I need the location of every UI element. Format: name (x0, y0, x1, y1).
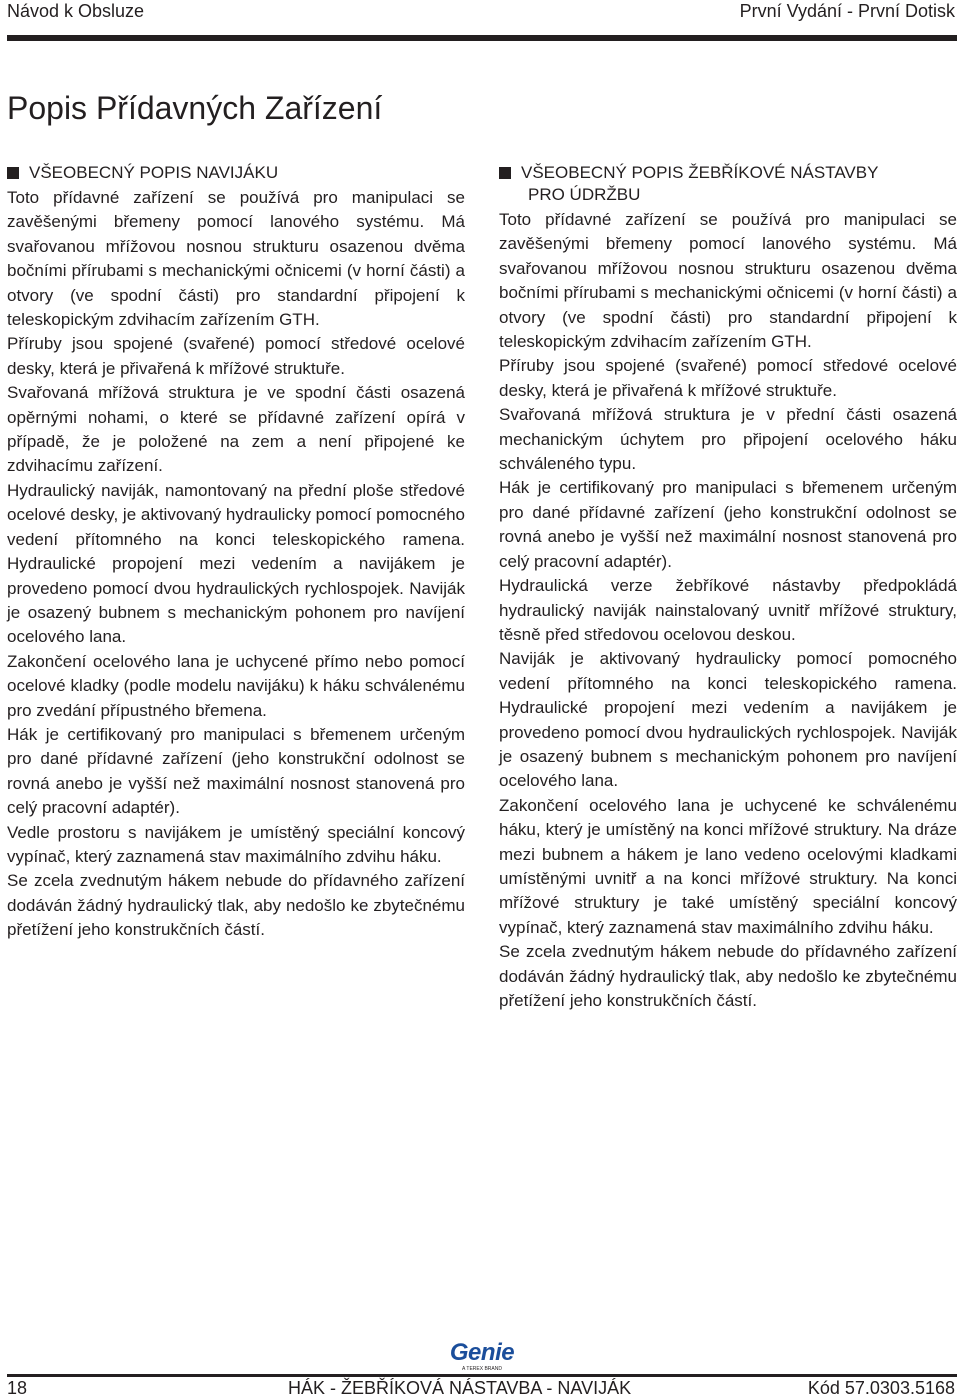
paragraph: Příruby jsou spojené (svařené) pomocí středové ocelové desky, která je přivařená k mřížové struktuře. (499, 356, 957, 400)
right-column (499, 162, 957, 1013)
page-number: 18 (7, 1378, 28, 1398)
genie-logo (444, 1340, 520, 1374)
paragraph: Toto přídavné zařízení se používá pro manipulaci se zavěšenými břemeny pomocí lanového systému. Má svařovanou mřížovou nosnou strukturu osazenou dvěma bočními přírubami s mechanickými očnicemi (v horní části) a otvory (ve spodní části) pro standardní připojení k teleskopickým zdvihacím zařízením GTH. (499, 210, 957, 352)
paragraph: Se zcela zvednutým hákem nebude do přídavného zařízení dodáván žádný hydraulický tlak, aby nedošlo ke zbytečnému přetížení jeho konstrukčních částí. (7, 871, 465, 940)
paragraph: Svařovaná mřížová struktura je v přední části osazená mechanickým úchytem pro připojení ocelového háku schváleného typu. (499, 405, 957, 474)
header-manual-title: Návod k Obsluze (7, 1, 145, 21)
paragraph: Hydraulický naviják, namontovaný na přední ploše středové ocelové desky, je aktivovaný hydraulicky pomocí pomocného vedení přítomného na konci teleskopického ramena. Hydraulické propojení mezi vedením a navijákem je provedeno pomocí dvou hydraulických rychlospojek. Naviják je osazený bubnem s mechanickým pohonem pro navíjení ocelového lana. (7, 480, 465, 647)
paragraph: Zakončení ocelového lana je uchycené ke schválenému háku, který je umístěný na konci mřížové struktury. Na dráze mezi bubnem a hákem je lano vedeno ocelovými kladkami umístěnými uvnitř a na konci mřížové struktury. Na konci mřížové struktury je také umístěný speciální koncový vypínač, který zaznamená stav maximálního zdvihu háku. (499, 795, 957, 937)
paragraph: Vedle prostoru s navijákem je umístěný speciální koncový vypínač, který zaznamená stav maximálního zdvihu háku. (7, 822, 465, 866)
section-heading-winch (7, 162, 465, 184)
paragraph: Zakončení ocelového lana je uchycené přímo nebo pomocí ocelové kladky (podle modelu navijáku) k háku schválenému pro zvedání přípustného břemena. (7, 651, 465, 720)
section-heading-ladder (499, 162, 957, 206)
logo-wordmark: Genie (449, 1339, 515, 1366)
paragraph: Naviják je aktivovaný hydraulicky pomocí pomocného vedení přítomného na konci teleskopického ramena. Hydraulické propojení mezi vedením a navijákem je provedeno pomocí dvou hydraulických rychlospojek. Naviják je osazený bubnem s mechanickým pohonem pro navíjení ocelového lana. (499, 649, 957, 791)
paragraph: Hák je certifikovaný pro manipulaci s břemenem určeným pro dané přídavné zařízení (jeho konstrukční odolnost se rovná anebo je vyšší než maximální nosnost stanovená pro celý pracovní adaptér). (499, 478, 957, 571)
page-title: Popis Přídavných Zařízení (7, 90, 383, 126)
paragraph: Svařovaná mřížová struktura je ve spodní části osazená opěrnými nohami, o které se přídavné zařízení opírá v případě, že je položené na zem a není připojené ke zdvihacímu zařízení. (7, 383, 465, 476)
paragraph: Se zcela zvednutým hákem nebude do přídavného zařízení dodáván žádný hydraulický tlak, aby nedošlo ke zbytečnému přetížení jeho konstrukčních částí. (499, 942, 957, 1010)
header-divider (7, 35, 957, 41)
section-heading-text: VŠEOBECNÝ POPIS NAVIJÁKU (29, 163, 279, 182)
header-edition: První Vydání - První Dotisk (739, 1, 955, 21)
paragraph: Hydraulická verze žebříkové nástavby předpokládá hydraulický naviják nainstalovaný uvnitř mřížové struktury, těsně před středovou ocelovou deskou. (499, 576, 957, 644)
square-bullet-icon (7, 167, 19, 179)
paragraph: Příruby jsou spojené (svařené) pomocí středové ocelové desky, která je přivařená k mřížové struktuře. (7, 334, 465, 378)
paragraph: Toto přídavné zařízení se používá pro manipulaci se zavěšenými břemeny pomocí lanového systému. Má svařovanou mřížovou nosnou strukturu osazenou dvěma bočními přírubami s mechanickými očnicemi (v horní části) a otvory (ve spodní části) pro standardní připojení k teleskopickým zdvihacím zařízením GTH. (7, 188, 465, 330)
logo-tagline: A TEREX BRAND (462, 1366, 502, 1372)
document-code: Kód 57.0303.5168 (807, 1378, 955, 1398)
section-heading-text: VŠEOBECNÝ POPIS ŽEBŘÍKOVÉ NÁSTAVBY (521, 163, 879, 182)
footer-section-title: HÁK - ŽEBŘÍKOVÁ NÁSTAVBA - NAVIJÁK (288, 1378, 632, 1398)
section-heading-text-line2: PRO ÚDRŽBU (528, 185, 641, 204)
paragraph: Hák je certifikovaný pro manipulaci s břemenem určeným pro dané přídavné zařízení (jeho konstrukční odolnost se rovná anebo je vyšší než maximální nosnost stanovená pro celý pracovní adaptér). (7, 724, 465, 818)
left-column (7, 162, 465, 943)
square-bullet-icon (499, 167, 511, 179)
